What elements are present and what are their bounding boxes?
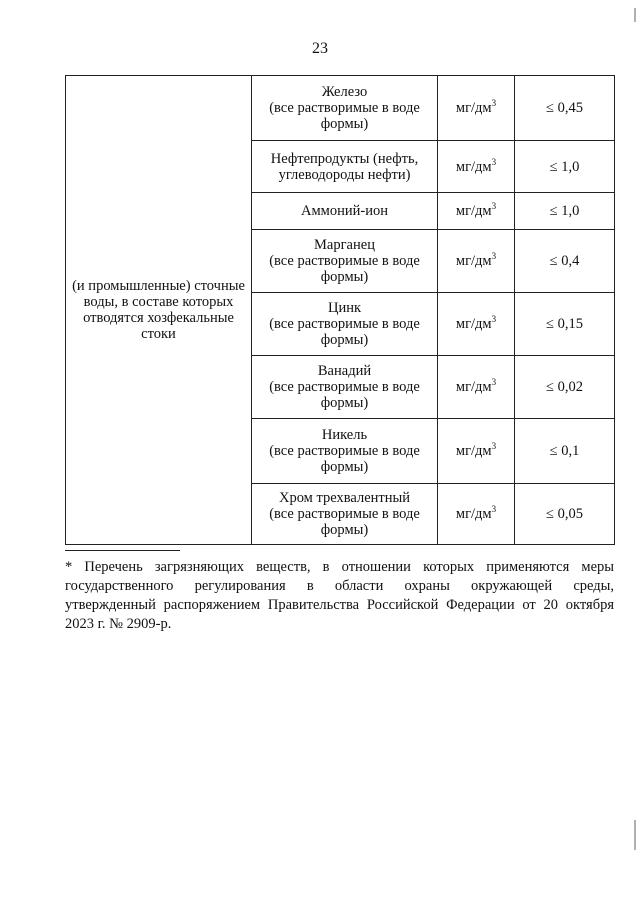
substance-cell — [252, 76, 438, 141]
unit-cell — [438, 193, 515, 230]
footnote-line: государственного регулирования в области охраны окружающей среды, — [65, 578, 614, 594]
substance-form: (все растворимые в воде — [269, 253, 420, 269]
unit-text: мг/дм — [455, 100, 492, 116]
substance-name: Никель — [321, 427, 368, 443]
substance-name: углеводороды нефти) — [278, 166, 411, 183]
footnote-divider — [65, 550, 180, 551]
substance-form: формы) — [320, 395, 369, 411]
substance-cell — [252, 193, 438, 230]
unit-exponent: 3 — [491, 314, 497, 324]
value-cell: ≤ 0,45 — [515, 76, 615, 141]
scan-edge-mark — [634, 820, 636, 850]
unit-exponent: 3 — [491, 251, 497, 261]
substance-cell — [252, 484, 438, 545]
substance-form: (все растворимые в воде — [269, 506, 420, 522]
substance-name: Ванадий — [317, 363, 372, 379]
unit-cell — [438, 230, 515, 293]
substance-name: Нефтепродукты (нефть, — [270, 150, 419, 167]
scan-edge-mark — [634, 8, 636, 22]
substance-form: формы) — [320, 269, 369, 285]
unit-text: мг/дм — [455, 316, 492, 332]
table-row — [66, 76, 615, 141]
substance-form: формы) — [320, 522, 369, 538]
substance-name: Железо — [321, 84, 368, 100]
substance-cell — [252, 230, 438, 293]
unit-cell — [438, 141, 515, 193]
footnote-line: * Перечень загрязняющих веществ, в отношении которых применяются меры — [65, 559, 614, 575]
footnote-line: утвержденный распоряжением Правительства Российской Федерации от 20 октября — [65, 597, 614, 613]
value-cell: ≤ 0,4 — [515, 230, 615, 293]
value-cell: ≤ 0,05 — [515, 484, 615, 545]
substance-cell — [252, 356, 438, 419]
footnote — [65, 558, 614, 634]
unit-text: мг/дм — [455, 203, 492, 219]
substance-form: (все растворимые в воде — [269, 316, 420, 332]
value-cell: ≤ 0,02 — [515, 356, 615, 419]
unit-text: мг/дм — [455, 443, 492, 459]
description-line: стоки — [141, 326, 176, 342]
unit-cell — [438, 419, 515, 484]
unit-exponent: 3 — [491, 377, 497, 387]
wastewater-description-cell — [66, 76, 252, 545]
unit-cell — [438, 293, 515, 356]
value-cell: ≤ 0,15 — [515, 293, 615, 356]
substance-cell — [252, 419, 438, 484]
description-line: (и промышленные) сточные — [72, 278, 245, 294]
unit-exponent: 3 — [491, 156, 497, 167]
unit-exponent: 3 — [491, 201, 497, 211]
unit-text: мг/дм — [455, 379, 492, 395]
unit-exponent: 3 — [491, 504, 497, 514]
substance-cell — [252, 141, 438, 193]
substance-name: Цинк — [327, 300, 362, 316]
unit-text: мг/дм — [455, 253, 492, 269]
unit-cell — [438, 76, 515, 141]
substance-form: формы) — [320, 332, 369, 348]
unit-exponent: 3 — [491, 98, 497, 108]
description-line: воды, в составе которых — [83, 294, 234, 310]
value-cell: ≤ 1,0 — [515, 193, 615, 230]
substance-form: (все растворимые в воде — [269, 100, 420, 116]
footnote-line: 2023 г. № 2909-р. — [65, 616, 172, 632]
description-line: отводятся хозфекальные — [83, 310, 234, 326]
unit-exponent: 3 — [491, 441, 497, 451]
unit-cell — [438, 484, 515, 545]
substance-cell — [252, 293, 438, 356]
value-cell: ≤ 0,1 — [515, 419, 615, 484]
unit-text: мг/дм — [455, 506, 492, 522]
substance-form: формы) — [320, 459, 369, 475]
unit-cell — [438, 356, 515, 419]
page-number: 23 — [312, 40, 328, 57]
pollutant-standards-table — [65, 75, 615, 545]
value-cell: ≤ 1,0 — [515, 141, 615, 193]
substance-name: Хром трехвалентный — [278, 490, 410, 506]
substance-name: Аммоний-ион — [301, 203, 388, 219]
substance-form: (все растворимые в воде — [269, 443, 420, 459]
unit-text: мг/дм — [455, 158, 492, 175]
substance-form: (все растворимые в воде — [269, 379, 420, 395]
substance-form: формы) — [320, 116, 369, 132]
substance-name: Марганец — [314, 237, 375, 253]
